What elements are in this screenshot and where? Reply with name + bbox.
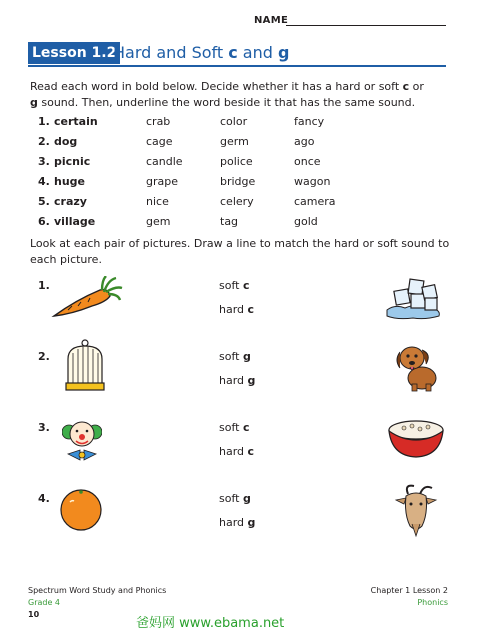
instructions-pictures: Look at each pair of pictures. Draw a line to match the hard or soft sound to each picture. <box>30 237 450 266</box>
choice-word[interactable]: cage <box>146 135 173 148</box>
sound-option[interactable]: hard c <box>219 303 255 316</box>
bold-word: picnic <box>54 155 91 168</box>
ice-cubes-picture[interactable] <box>385 272 443 322</box>
choice-word[interactable]: gold <box>294 215 318 228</box>
sound-option[interactable]: hard c <box>219 445 255 458</box>
row-number: 2. <box>38 135 50 148</box>
row-number: 6. <box>38 215 50 228</box>
bold-word: dog <box>54 135 78 148</box>
pair-number: 2. <box>38 350 50 363</box>
choice-word[interactable]: ago <box>294 135 315 148</box>
goat-picture[interactable] <box>392 484 440 538</box>
choice-word[interactable]: police <box>220 155 253 168</box>
footer-chapter: Chapter 1 Lesson 2 <box>370 586 448 595</box>
lesson-number-badge: Lesson 1.2 <box>28 42 120 64</box>
orange-picture[interactable] <box>58 486 104 532</box>
choice-word[interactable]: gem <box>146 215 171 228</box>
instructions-words: Read each word in bold below. Decide whether it has a hard or soft c or g sound. Then, underline the word beside it that has the same sound. <box>30 80 424 109</box>
lesson-title: Hard and Soft c and g <box>113 43 290 62</box>
choice-word[interactable]: bridge <box>220 175 256 188</box>
sound-option[interactable]: soft c <box>219 421 250 434</box>
bold-word: huge <box>54 175 85 188</box>
sound-option[interactable]: hard g <box>219 516 256 529</box>
choice-word[interactable]: nice <box>146 195 169 208</box>
choice-word[interactable]: camera <box>294 195 336 208</box>
pair-number: 4. <box>38 492 50 505</box>
choice-word[interactable]: once <box>294 155 321 168</box>
pair-number: 3. <box>38 421 50 434</box>
sound-option[interactable]: soft g <box>219 350 251 363</box>
choice-word[interactable]: fancy <box>294 115 325 128</box>
choice-word[interactable]: color <box>220 115 248 128</box>
sound-option[interactable]: soft g <box>219 492 251 505</box>
page-number: 10 <box>28 610 40 619</box>
carrot-picture[interactable] <box>46 276 124 322</box>
row-number: 5. <box>38 195 50 208</box>
bold-word: certain <box>54 115 98 128</box>
cereal-bowl-picture[interactable] <box>386 416 446 460</box>
choice-word[interactable]: wagon <box>294 175 331 188</box>
choice-word[interactable]: grape <box>146 175 178 188</box>
birdcage-picture[interactable] <box>64 339 106 393</box>
footer-subject: Phonics <box>417 598 448 607</box>
dog-picture[interactable] <box>392 340 442 392</box>
title-rule <box>28 65 446 67</box>
name-label: NAME <box>254 15 289 26</box>
pair-number: 1. <box>38 279 50 292</box>
choice-word[interactable]: crab <box>146 115 171 128</box>
choice-word[interactable]: germ <box>220 135 249 148</box>
bold-word: crazy <box>54 195 87 208</box>
choice-word[interactable]: tag <box>220 215 239 228</box>
choice-word[interactable]: candle <box>146 155 183 168</box>
watermark: 爸妈网 www.ebama.net <box>136 616 285 631</box>
row-number: 4. <box>38 175 50 188</box>
footer-grade: Grade 4 <box>28 598 61 607</box>
bold-word: village <box>54 215 96 228</box>
name-line <box>286 25 446 26</box>
row-number: 3. <box>38 155 50 168</box>
sound-option[interactable]: soft c <box>219 279 250 292</box>
clown-picture[interactable] <box>62 414 102 464</box>
row-number: 1. <box>38 115 50 128</box>
sound-option[interactable]: hard g <box>219 374 256 387</box>
footer-book-title: Spectrum Word Study and Phonics <box>28 586 167 595</box>
choice-word[interactable]: celery <box>220 195 254 208</box>
